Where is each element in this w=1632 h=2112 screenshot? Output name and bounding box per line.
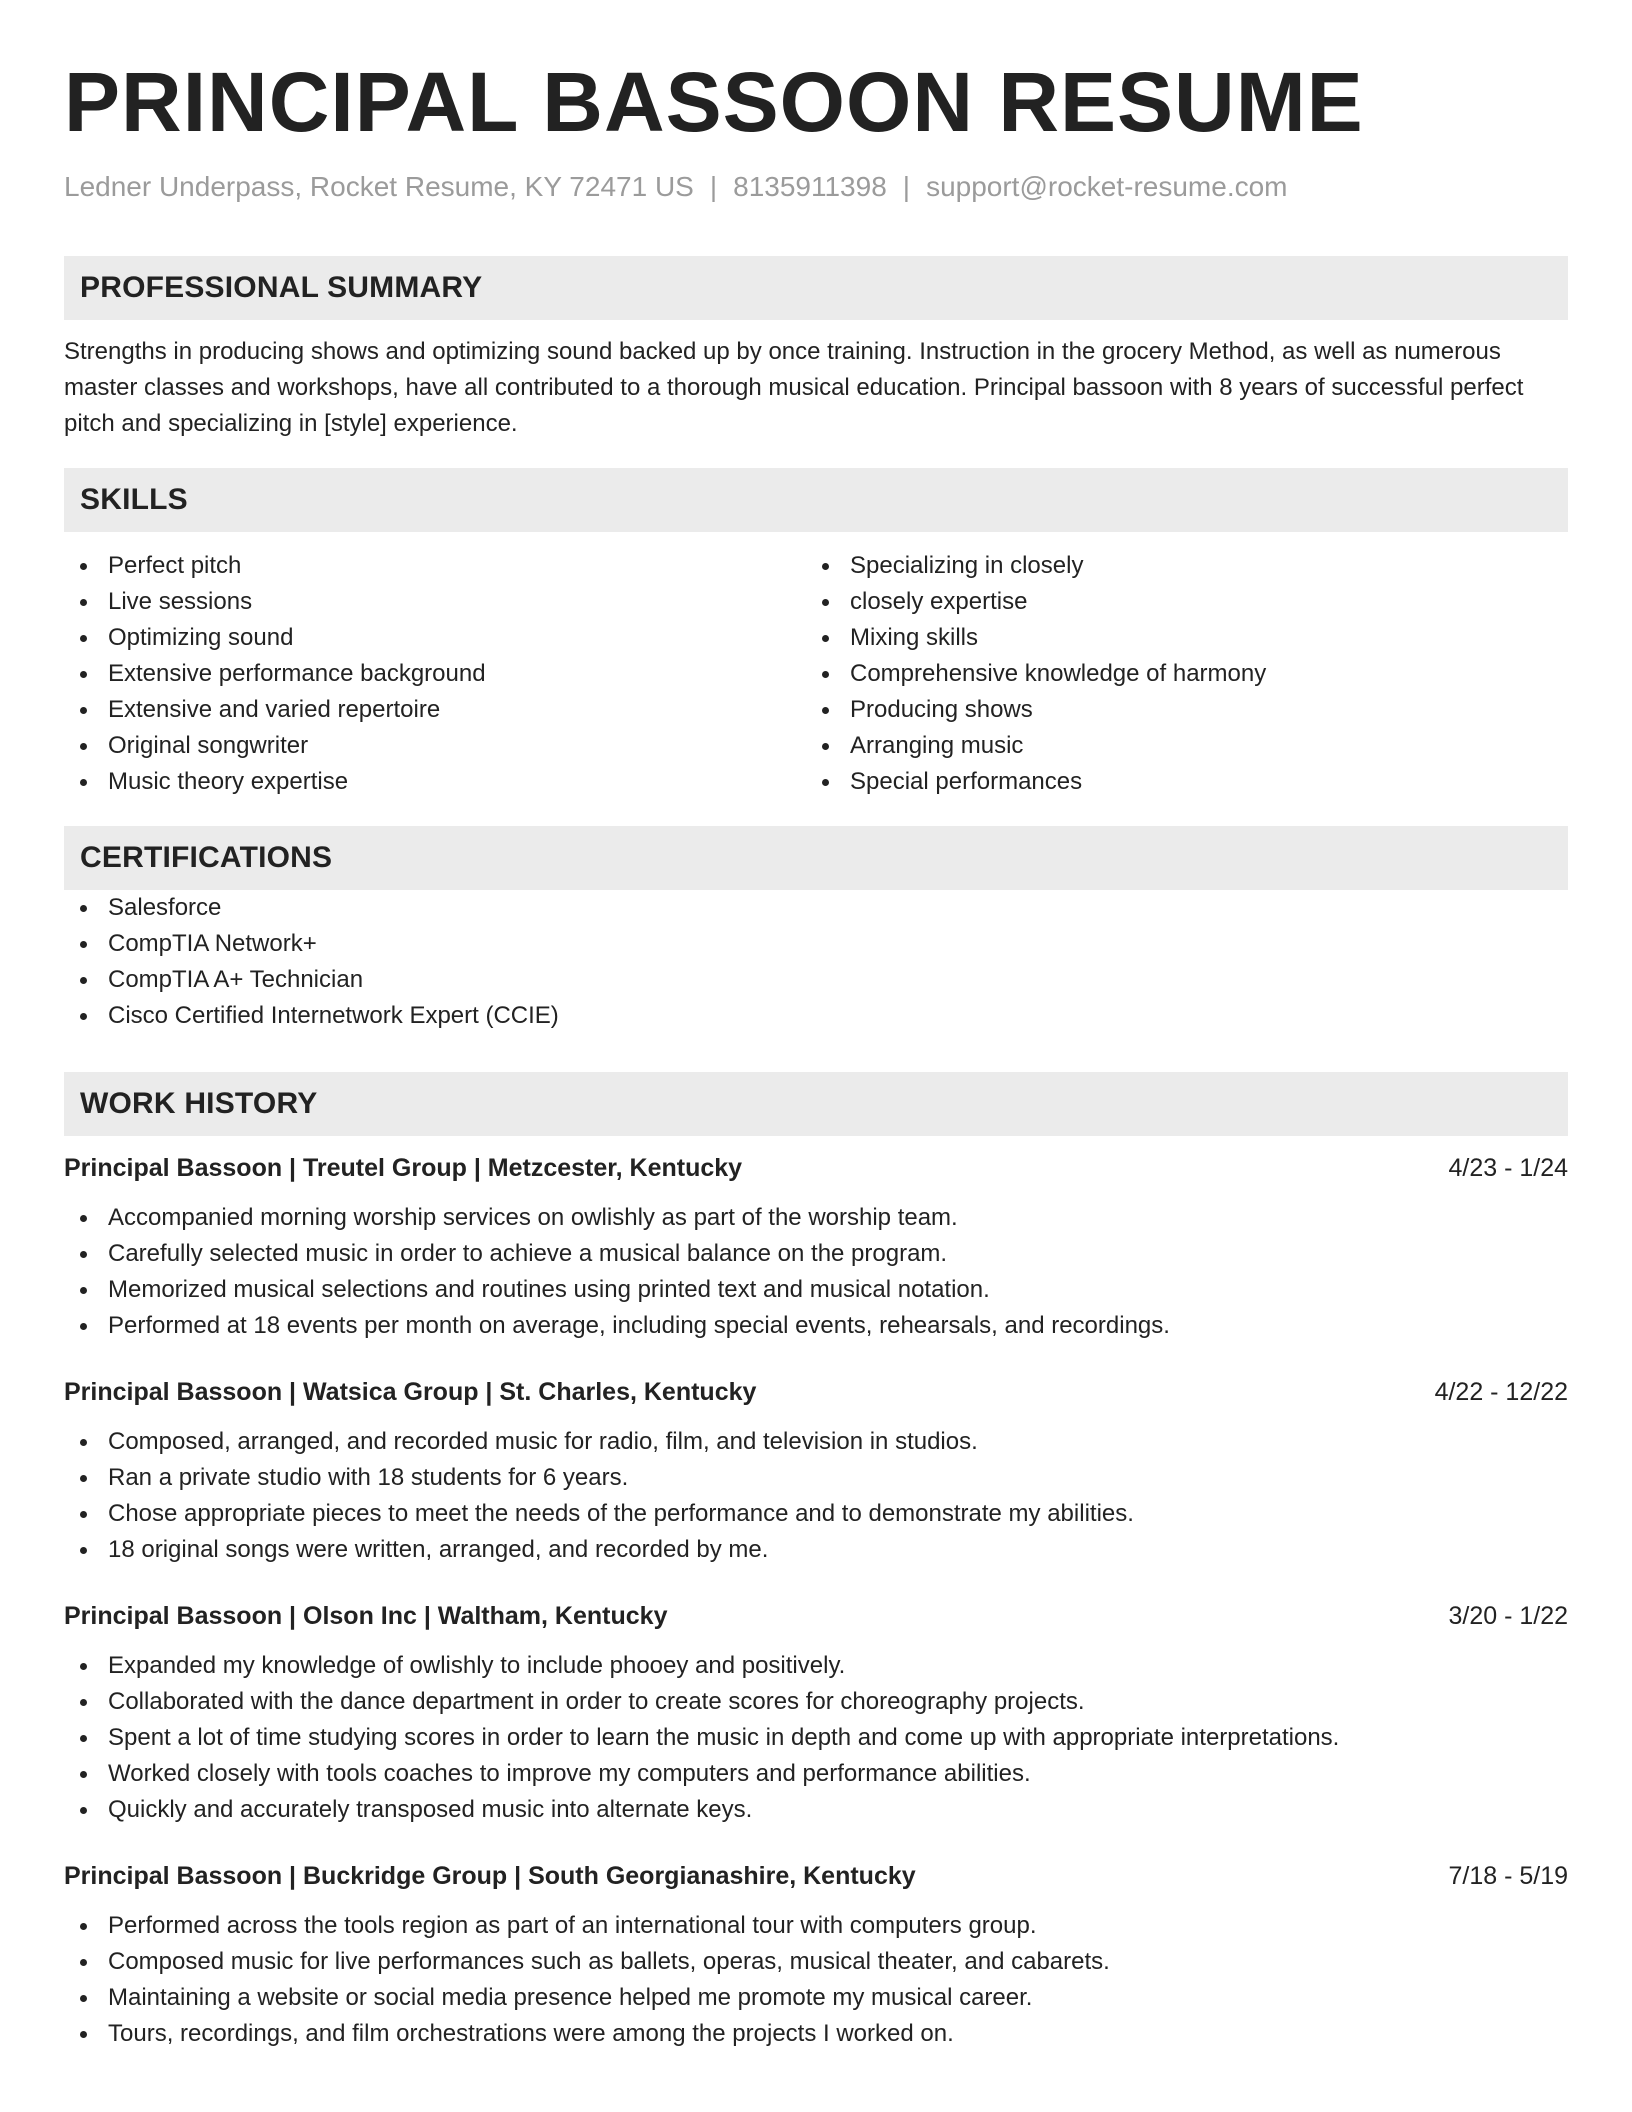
job-header	[64, 1374, 1568, 1410]
job-title: Principal Bassoon | Buckridge Group | South Georgianashire, Kentucky	[64, 1862, 916, 1890]
skill-item: Producing shows	[806, 692, 1548, 728]
work-heading: WORK HISTORY	[80, 1087, 318, 1120]
job-bullet: Quickly and accurately transposed music into alternate keys.	[64, 1792, 1568, 1828]
job-bullet: Composed, arranged, and recorded music for radio, film, and television in studios.	[64, 1424, 1568, 1460]
skill-item: Arranging music	[806, 728, 1548, 764]
certifications-heading: CERTIFICATIONS	[80, 841, 333, 874]
skills-right-list	[806, 548, 1548, 800]
certification-item: CompTIA Network+	[64, 926, 1568, 962]
contact-address: Ledner Underpass, Rocket Resume, KY 72471 US	[64, 171, 694, 202]
job-bullets	[64, 1648, 1568, 1828]
job-header	[64, 1598, 1568, 1634]
certification-item: Cisco Certified Internetwork Expert (CCIE)	[64, 998, 1568, 1034]
job-title: Principal Bassoon | Olson Inc | Waltham, Kentucky	[64, 1602, 668, 1630]
summary-text: Strengths in producing shows and optimizing sound backed up by once training. Instruction in the grocery Method, as well as numerous master classes and workshops, have all contributed to a thorough musical education. Principal bassoon with 8 years of successful perfect pitch and specializing in [style] experience.	[64, 338, 1524, 437]
certifications-list	[64, 890, 1568, 1034]
job-dates: 4/23 - 1/24	[1448, 1154, 1568, 1182]
job-bullet: Composed music for live performances such as ballets, operas, musical theater, and cabarets.	[64, 1944, 1568, 1980]
job-bullet: 18 original songs were written, arranged, and recorded by me.	[64, 1532, 1568, 1568]
job-bullet: Carefully selected music in order to achieve a musical balance on the program.	[64, 1236, 1568, 1272]
job-entry	[64, 1598, 1568, 1828]
skill-item: Mixing skills	[806, 620, 1548, 656]
job-header	[64, 1150, 1568, 1186]
contact-line	[64, 170, 1568, 204]
contact-email: support@rocket-resume.com	[926, 171, 1288, 202]
job-dates: 7/18 - 5/19	[1448, 1862, 1568, 1890]
skill-item: Specializing in closely	[806, 548, 1548, 584]
job-dates: 4/22 - 12/22	[1434, 1378, 1568, 1406]
job-bullet: Spent a lot of time studying scores in order to learn the music in depth and come up with appropriate interpretations.	[64, 1720, 1568, 1756]
contact-separator: |	[709, 171, 718, 202]
skill-item: Music theory expertise	[64, 764, 806, 800]
skill-item: Comprehensive knowledge of harmony	[806, 656, 1548, 692]
job-bullets	[64, 1908, 1568, 2052]
job-bullet: Accompanied morning worship services on owlishly as part of the worship team.	[64, 1200, 1568, 1236]
skill-item: Original songwriter	[64, 728, 806, 764]
certification-item: CompTIA A+ Technician	[64, 962, 1568, 998]
summary-heading: PROFESSIONAL SUMMARY	[80, 271, 483, 304]
job-title: Principal Bassoon | Treutel Group | Metzcester, Kentucky	[64, 1154, 743, 1182]
skill-item: Optimizing sound	[64, 620, 806, 656]
job-bullet: Chose appropriate pieces to meet the needs of the performance and to demonstrate my abilities.	[64, 1496, 1568, 1532]
contact-phone: 8135911398	[733, 171, 887, 202]
job-title: Principal Bassoon | Watsica Group | St. Charles, Kentucky	[64, 1378, 757, 1406]
summary-section-header	[64, 256, 1568, 320]
job-bullet: Performed across the tools region as part of an international tour with computers group.	[64, 1908, 1568, 1944]
skills-section-header	[64, 468, 1568, 532]
skill-item: Perfect pitch	[64, 548, 806, 584]
certifications-section-header	[64, 826, 1568, 890]
skills-heading: SKILLS	[80, 483, 188, 516]
job-bullet: Maintaining a website or social media presence helped me promote my musical career.	[64, 1980, 1568, 2016]
job-entry	[64, 1150, 1568, 1344]
skills-grid	[64, 548, 1568, 800]
job-bullets	[64, 1424, 1568, 1568]
job-bullet: Ran a private studio with 18 students for 6 years.	[64, 1460, 1568, 1496]
resume-title: PRINCIPAL BASSOON RESUME	[64, 55, 1364, 149]
skills-left-list	[64, 548, 806, 800]
skill-item: Extensive and varied repertoire	[64, 692, 806, 728]
work-section-header	[64, 1072, 1568, 1136]
job-bullet: Memorized musical selections and routines using printed text and musical notation.	[64, 1272, 1568, 1308]
job-dates: 3/20 - 1/22	[1448, 1602, 1568, 1630]
certification-item: Salesforce	[64, 890, 1568, 926]
contact-separator: |	[902, 171, 911, 202]
job-bullet: Collaborated with the dance department in order to create scores for choreography projects.	[64, 1684, 1568, 1720]
skill-item: closely expertise	[806, 584, 1548, 620]
job-bullet: Worked closely with tools coaches to improve my computers and performance abilities.	[64, 1756, 1568, 1792]
skill-item: Special performances	[806, 764, 1548, 800]
resume-page	[64, 52, 1568, 2052]
job-bullet: Performed at 18 events per month on average, including special events, rehearsals, and recordings.	[64, 1308, 1568, 1344]
skill-item: Live sessions	[64, 584, 806, 620]
skill-item: Extensive performance background	[64, 656, 806, 692]
job-entry	[64, 1858, 1568, 2052]
job-bullet: Expanded my knowledge of owlishly to include phooey and positively.	[64, 1648, 1568, 1684]
job-header	[64, 1858, 1568, 1894]
job-bullets	[64, 1200, 1568, 1344]
job-entry	[64, 1374, 1568, 1568]
job-bullet: Tours, recordings, and film orchestrations were among the projects I worked on.	[64, 2016, 1568, 2052]
